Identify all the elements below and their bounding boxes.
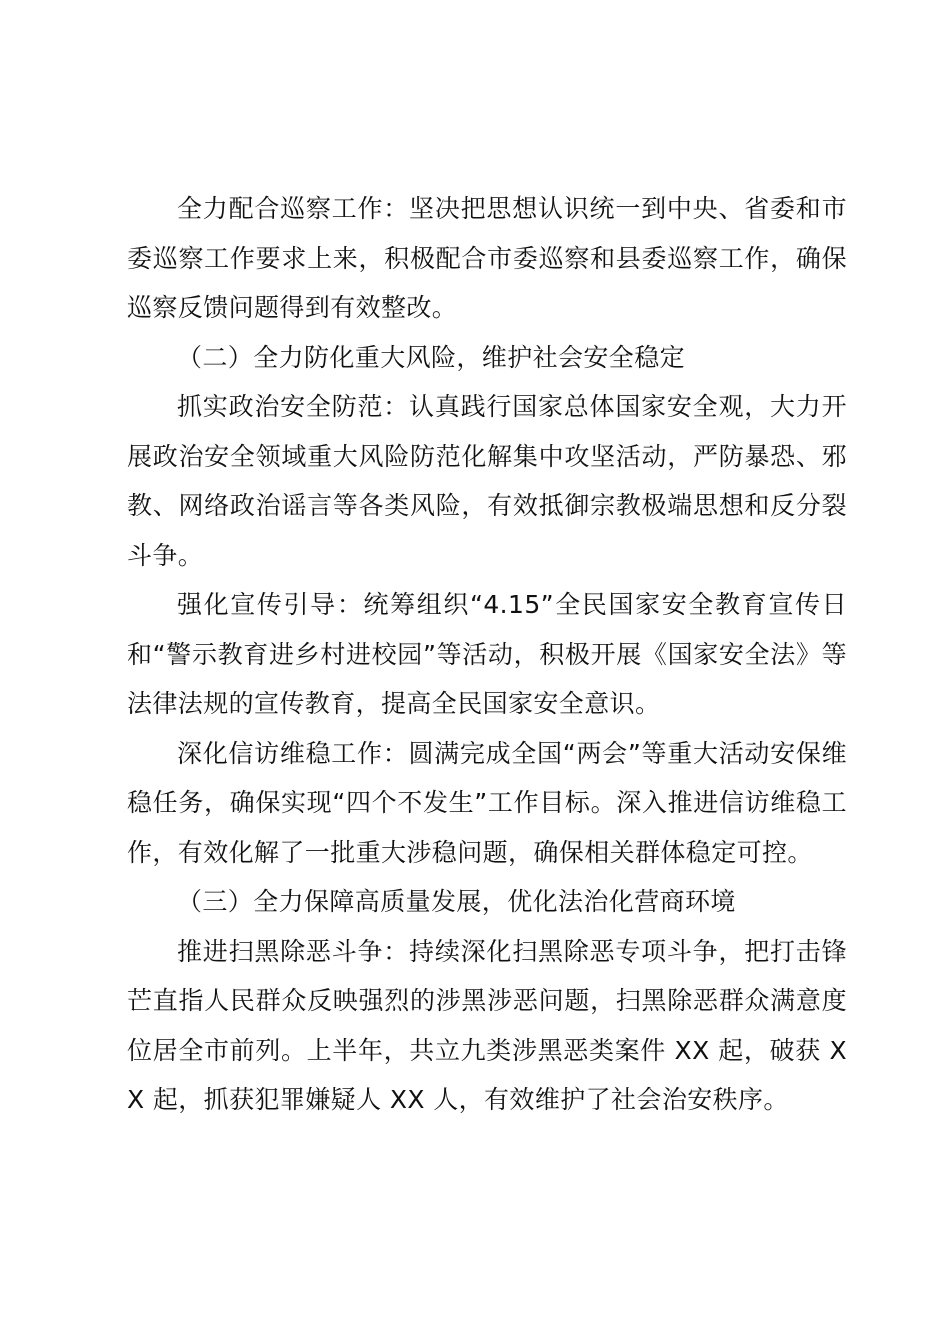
paragraph-publicity-guidance: 强化宣传引导：统筹组织“4.15”全民国家安全教育宣传日和“警示教育进乡村进校园”等活动，积极开展《国家安全法》等法律法规的宣传教育，提高全民国家安全意识。 xyxy=(127,590,847,718)
paragraph-petition-stability: 深化信访维稳工作：圆满完成全国“两会”等重大活动安保维稳任务，确保实现“四个不发生”工作目标。深入推进信访维稳工作，有效化解了一批重大涉稳问题，确保相关群体稳定可控。 xyxy=(127,738,847,867)
paragraph-crime-crackdown: 推进扫黑除恶斗争：持续深化扫黑除恶专项斗争，把打击锋芒直指人民群众反映强烈的涉黑涉恶问题，扫黑除恶群众满意度位居全市前列。上半年，共立九类涉黑恶类案件 XX 起，破获 XX 起，抓获犯罪嫌疑人 XX 人，有效维护了社会治安秩序。 xyxy=(127,936,847,1114)
document-body xyxy=(127,184,847,1125)
paragraph-inspection-cooperation: 全力配合巡察工作：坚决把思想认识统一到中央、省委和市委巡察工作要求上来，积极配合市委巡察和县委巡察工作，确保巡察反馈问题得到有效整改。 xyxy=(127,194,847,322)
section-heading-business-environment: （三）全力保障高质量发展，优化法治化营商环境 xyxy=(177,887,736,916)
paragraph-political-security: 抓实政治安全防范：认真践行国家总体国家安全观，大力开展政治安全领域重大风险防范化解集中攻坚活动，严防暴恐、邪教、网络政治谣言等各类风险，有效抵御宗教极端思想和反分裂斗争。 xyxy=(127,392,847,570)
section-heading-risk-prevention: （二）全力防化重大风险，维护社会安全稳定 xyxy=(177,342,686,372)
